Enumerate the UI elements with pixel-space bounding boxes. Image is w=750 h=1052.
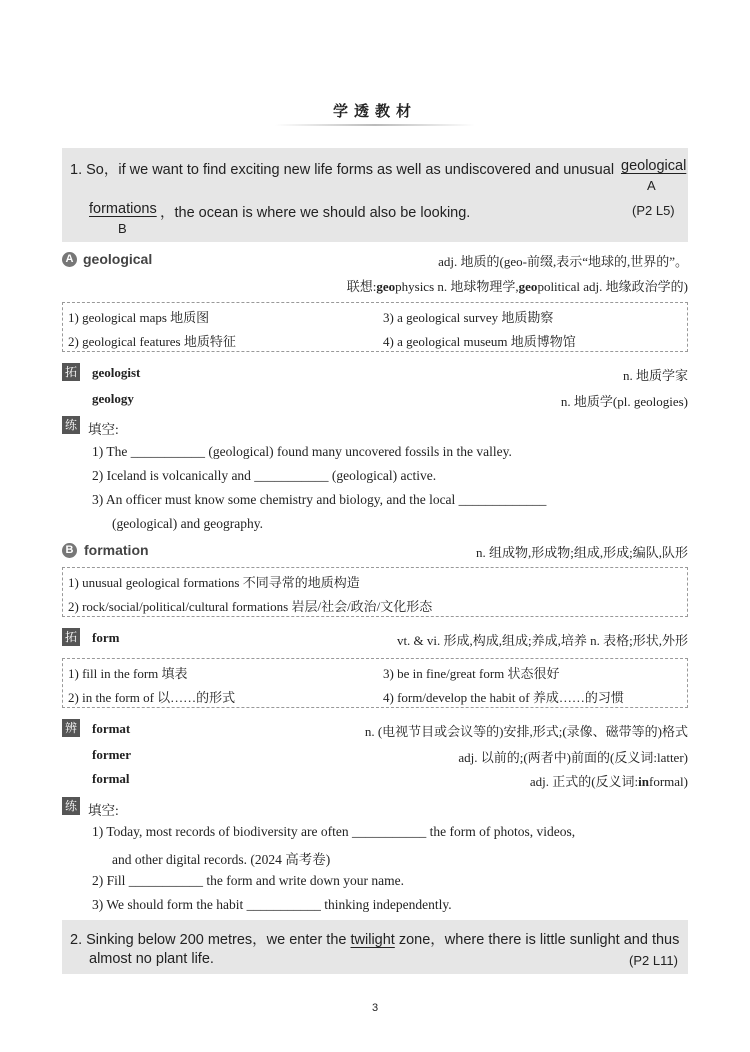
extend-word: form [92,630,120,645]
keyword-geological: geological [621,158,687,174]
phrase-item: 2) in the form of 以……的形式 [68,690,236,705]
definition: n. 组成物,形成物;组成,形成;编队,队形 [476,545,688,560]
marker-b: B [118,221,127,236]
extend-definition: vt. & vi. 形成,构成,组成;养成,培养 n. 表格;形状,外形 [396,633,688,648]
phrase-item: 3) be in fine/great form 状态很好 [383,666,560,681]
extend-definition: n. 地质学家 [622,368,688,383]
exercise-item: 2) Fill ___________ the form and write down your name. [92,873,404,888]
sentence-text: Sinking below 200 metres，we enter the [86,932,347,948]
practice-tag: 练 [62,416,80,434]
exercise-item: 3) We should form the habit ___________ thinking independently. [92,897,452,912]
phrase-item: 3) a geological survey 地质勘察 [383,310,554,325]
distinguish-tag: 辨 [62,719,80,737]
page-number: 3 [371,1002,379,1014]
headword: geological [83,251,153,267]
phrase-item: 4) form/develop the habit of 养成……的习惯 [383,690,624,705]
phrase-item: 1) geological maps 地质图 [68,310,210,325]
keyword-formations: formations [89,201,157,217]
header-divider [275,124,475,126]
sentence-number: 2. [70,932,83,948]
compare-definition: adj. 正式的(反义词:informal) [529,774,688,789]
phrase-item: 2) rock/social/political/cultural formations 岩层/社会/政治/文化形态 [68,599,433,614]
association-note: 联想:geophysics n. 地球物理学,geopolitical adj. 地缘政治学的) [346,279,688,294]
compare-word: formal [92,771,130,786]
exercise-item: 2) Iceland is volcanically and ___________ (geological) active. [92,468,437,483]
practice-title: 填空: [88,803,119,818]
page-header-title: 学透教材 [332,102,417,120]
extend-word: geology [92,391,134,406]
phrase-item: 2) geological features 地质特征 [68,334,236,349]
headword: formation [84,542,149,558]
sentence-2-line-1 [70,928,679,949]
marker-a: A [647,178,656,193]
compare-definition: n. (电视节目或会议等的)安排,形式;(录像、磁带等的)格式 [364,724,688,739]
sentence-text-2: ，the ocean is where we should also be looking. [160,205,471,221]
source-ref: (P2 L11) [629,953,678,968]
extend-word: geologist [92,365,141,380]
extend-tag: 拓 [62,628,80,646]
keyword-twilight: twilight [350,932,395,948]
practice-title: 填空: [88,422,119,437]
compare-definition: adj. 以前的;(两者中)前面的(反义词:latter) [458,750,688,765]
phrase-item: 1) unusual geological formations 不同寻常的地质构造 [68,575,360,590]
badge-b-icon: B [62,543,77,558]
sentence-text: zone，where there is little sunlight and thus [398,932,680,948]
practice-tag: 练 [62,797,80,815]
phrase-item: 1) fill in the form 填表 [68,666,188,681]
sentence-text: So，if we want to find exciting new life forms as well as undiscovered and unusual [86,162,615,178]
exercise-item: 1) Today, most records of biodiversity are often ___________ the form of photos, videos, [92,824,576,839]
exercise-item: 1) The ___________ (geological) found many uncovered fossils in the valley. [92,444,512,459]
badge-a-icon: A [62,252,77,267]
extend-tag: 拓 [62,363,80,381]
exercise-item-cont: and other digital records. (2024 高考卷) [112,852,331,867]
compare-word: format [92,721,131,736]
source-ref: (P2 L5) [632,203,675,218]
sentence-1-line-1 [70,158,614,179]
compare-word: former [92,747,131,762]
phrase-item: 4) a geological museum 地质博物馆 [383,334,576,349]
exercise-item: 3) An officer must know some chemistry and biology, and the local _____________ [92,492,547,507]
definition: adj. 地质的(geo-前缀,表示“地球的,世界的”。 [438,254,688,269]
extend-definition: n. 地质学(pl. geologies) [560,394,688,409]
sentence-number: 1. [70,162,83,178]
exercise-item-cont: (geological) and geography. [112,516,263,531]
sentence-2-line-2: almost no plant life. [89,951,214,967]
